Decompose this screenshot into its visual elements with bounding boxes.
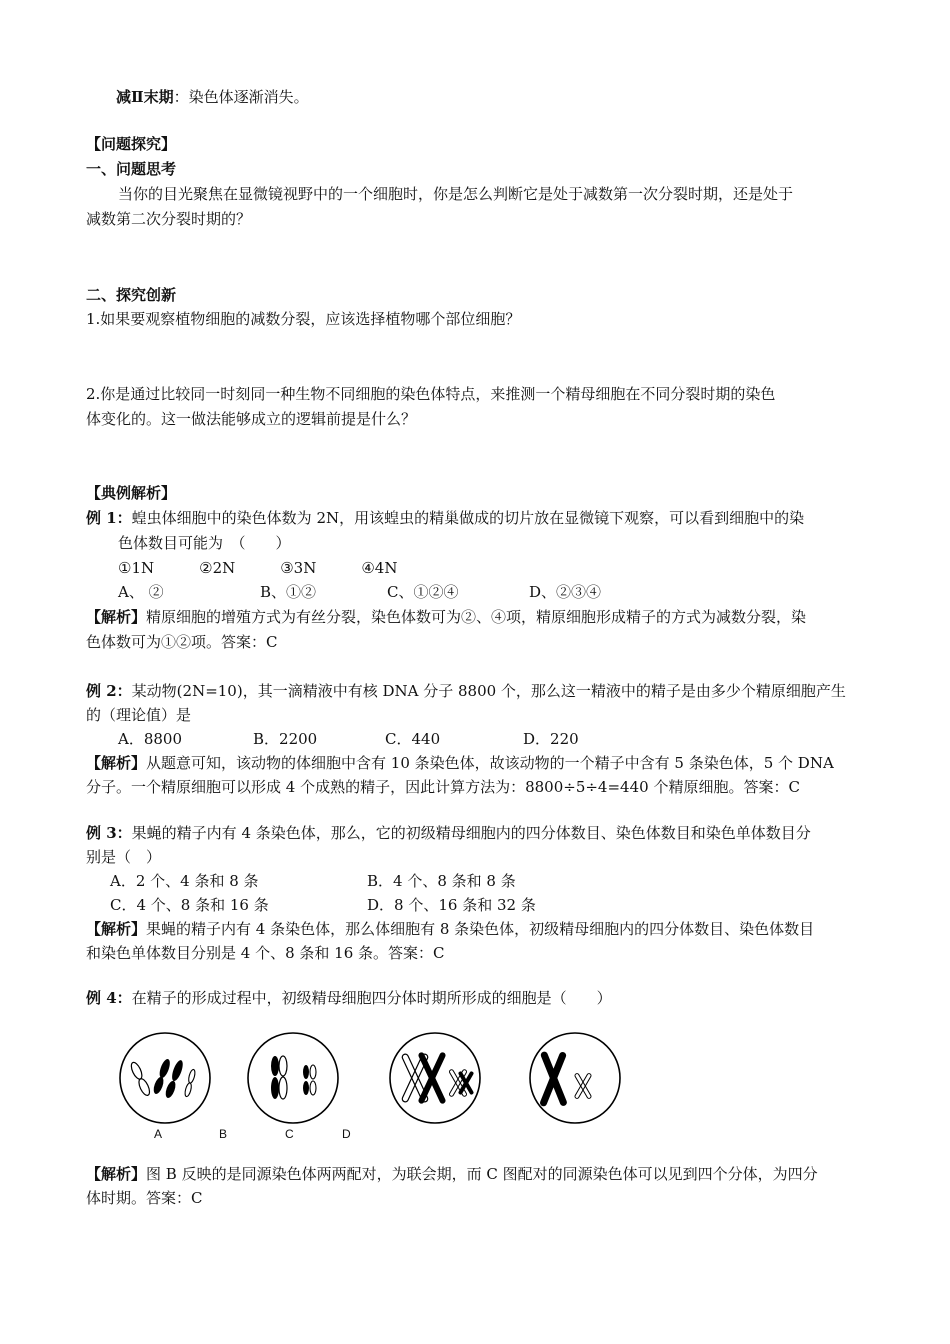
- ex3-analysis-label: 【解析】: [86, 920, 147, 938]
- ex4-analysis-label: 【解析】: [86, 1165, 147, 1183]
- ex2-analysis-1: [86, 753, 834, 773]
- ex3-option-a: A．2 个、4 条和 8 条: [110, 872, 259, 890]
- ex1-question-2: 色体数目可能为 （ ）: [118, 534, 291, 552]
- cell-figure: [110, 1028, 650, 1128]
- ex1-analysis-text: 精原细胞的增殖方式为有丝分裂，染色体数可为②、④项，精原细胞形成精子的方式为减数分裂，染: [146, 608, 807, 626]
- ex2-option-c: C．440: [385, 730, 441, 748]
- ex3-q1: 果蝇的精子内有 4 条染色体，那么，它的初级精母细胞内的四分体数目、染色体数目和染色单体数目分: [131, 824, 811, 842]
- figure-label-d: D: [342, 1127, 351, 1141]
- ex2-analysis-label: 【解析】: [86, 754, 147, 772]
- ex1-option-b: B、①②: [260, 583, 317, 601]
- ex2-analysis-text: 从题意可知，该动物的体细胞中含有 10 条染色体，故该动物的一个精子中含有 5 条染色体，5 个 DNA: [146, 754, 834, 772]
- ex3-question-1: [86, 823, 811, 843]
- question-2-line1: 2.你是通过比较同一时刻同一种生物不同细胞的染色体特点，来推测一个精母细胞在不同分裂时期的染色: [86, 385, 776, 403]
- ex2-q1: 某动物(2N=10)，其一滴精液中有核 DNA 分子 8800 个，那么这一精液中的精子是由多少个精原细胞产生: [131, 682, 846, 700]
- cell-a-diagram: [120, 1033, 210, 1123]
- figure-label-c: C: [285, 1127, 294, 1141]
- ex1-q1: 蝗虫体细胞中的染色体数为 2N，用该蝗虫的精巢做成的切片放在显微镜下观察，可以看到细胞中的染: [131, 509, 805, 527]
- inquiry-heading: 【问题探究】: [86, 135, 177, 153]
- examples-heading: 【典例解析】: [86, 484, 177, 502]
- section1-text-2: 减数第二次分裂时期的？: [86, 210, 252, 228]
- figure-label-a: A: [154, 1127, 163, 1141]
- ex1-label: 例 1：: [86, 509, 132, 527]
- ex1-analysis-1: [86, 607, 806, 627]
- ex2-question-2: 的（理论值）是: [86, 706, 192, 724]
- ex3-analysis-2: 和染色单体数目分别是 4 个、8 条和 16 条。答案：C: [86, 944, 445, 962]
- ex3-option-d: D．8 个、16 条和 32 条: [367, 896, 536, 914]
- ex1-option-d: D、②③④: [529, 583, 602, 601]
- figure-label-b: B: [219, 1127, 228, 1141]
- stage-text: 染色体逐渐消失。: [188, 88, 309, 106]
- ex3-question-2: 别是（ ）: [86, 848, 162, 866]
- ex1-option-a: A、 ②: [118, 583, 164, 601]
- ex4-analysis-1: [86, 1164, 818, 1184]
- cell-c-diagram: [390, 1033, 480, 1123]
- ex4-question-1: [86, 988, 612, 1008]
- question-2-line2: 体变化的。这一做法能够成立的逻辑前提是什么？: [86, 410, 417, 428]
- stage-label: 减Ⅱ末期: [116, 88, 174, 106]
- ex4-analysis-2: 体时期。答案：C: [86, 1189, 203, 1207]
- ex3-analysis-text: 果蝇的精子内有 4 条染色体，那么体细胞有 8 条染色体，初级精母细胞内的四分体数目、染色体数目: [146, 920, 815, 938]
- cell-d-diagram: [530, 1033, 620, 1123]
- section1-title: 一、问题思考: [86, 160, 177, 178]
- ex3-label: 例 3：: [86, 824, 132, 842]
- ex3-analysis-1: [86, 919, 814, 939]
- ex2-option-a: A．8800: [118, 730, 183, 748]
- ex4-analysis-text: 图 B 反映的是同源染色体两两配对，为联会期，而 C 图配对的同源染色体可以见到四个分体，为四分: [146, 1165, 818, 1183]
- ex2-question-1: [86, 681, 846, 701]
- ex4-label: 例 4：: [86, 989, 132, 1007]
- ex1-analysis-label: 【解析】: [86, 608, 147, 626]
- stage-colon: ：: [173, 88, 189, 106]
- question-1: 1.如果要观察植物细胞的减数分裂，应该选择植物哪个部位细胞？: [86, 310, 521, 328]
- ex1-question-1: [86, 508, 804, 528]
- ex2-label: 例 2：: [86, 682, 132, 700]
- ex1-items: ①1N ②2N ③3N ④4N: [118, 559, 398, 577]
- ex1-analysis-2: 色体数可为①②项。答案：C: [86, 633, 278, 651]
- top-line: [116, 87, 309, 107]
- ex3-option-b: B．4 个、8 条和 8 条: [367, 872, 516, 890]
- section2-title: 二、探究创新: [86, 286, 177, 304]
- ex4-q1: 在精子的形成过程中，初级精母细胞四分体时期所形成的细胞是（ ）: [131, 989, 612, 1007]
- ex2-analysis-2: 分子。一个精原细胞可以形成 4 个成熟的精子，因此计算方法为：8800÷5÷4=440 个精原细胞。答案：C: [86, 778, 800, 796]
- cell-b-diagram: [248, 1033, 338, 1123]
- section1-text-1: 当你的目光聚焦在显微镜视野中的一个细胞时，你是怎么判断它是处于减数第一次分裂时期，还是处于: [118, 185, 794, 203]
- ex2-option-b: B．2200: [253, 730, 318, 748]
- ex3-option-c: C．4 个、8 条和 16 条: [110, 896, 269, 914]
- ex2-option-d: D．220: [523, 730, 579, 748]
- ex1-option-c: C、①②④: [387, 583, 459, 601]
